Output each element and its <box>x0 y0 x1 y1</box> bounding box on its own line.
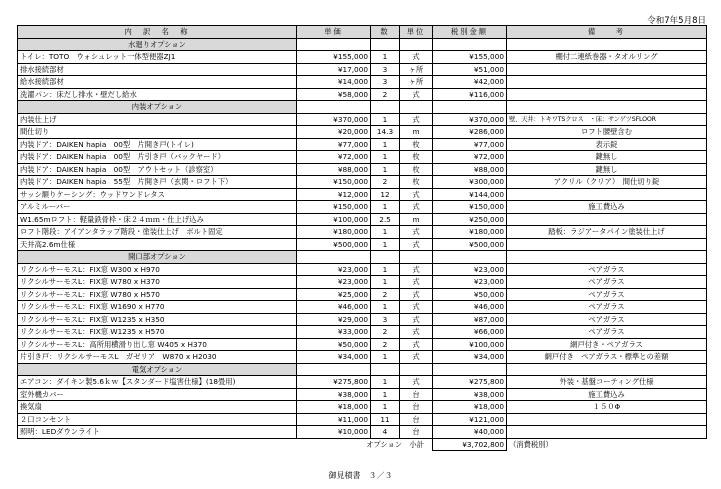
item-name: 内装ドア：DAIKEN hapia 00型 アウトセット（診察室） <box>18 163 297 176</box>
item-remarks <box>507 426 707 439</box>
item-amount: ¥50,000 <box>433 288 507 301</box>
item-quantity: 2 <box>371 338 400 351</box>
line-item-row <box>18 88 707 101</box>
item-quantity: 1 <box>371 388 400 401</box>
item-unit-price: ¥12,000 <box>297 188 371 201</box>
item-remarks: ペアガラス <box>507 263 707 276</box>
item-amount: ¥87,000 <box>433 313 507 326</box>
item-remarks: 施工費込み <box>507 388 707 401</box>
empty-cell <box>371 251 400 264</box>
item-quantity: 1 <box>371 301 400 314</box>
line-item-row <box>18 276 707 289</box>
item-name: トイレ：TOTO ウォシュレット一体型便器ZJ1 <box>18 51 297 64</box>
item-name: サッシ額りケーシング：ウッドワンドレタス <box>18 188 297 201</box>
item-quantity: 1 <box>371 138 400 151</box>
item-remarks <box>507 238 707 251</box>
item-name: リクシルサーモスL：高所用横滑り出し窓 W405 x H370 <box>18 338 297 351</box>
item-name: W1.65mロフト：軽量鉄骨枠・床２４ｍｍ・仕上げ込み <box>18 213 297 226</box>
line-item-row <box>18 238 707 251</box>
item-name: リクシルサーモスL：FIX窓 W780 x H570 <box>18 288 297 301</box>
item-unit: 枚 <box>400 151 433 164</box>
item-amount: ¥144,000 <box>433 188 507 201</box>
item-remarks: ペアガラス <box>507 326 707 339</box>
item-unit-price: ¥500,000 <box>297 238 371 251</box>
line-item-row <box>18 426 707 439</box>
item-unit: 式 <box>400 113 433 126</box>
item-quantity: 2 <box>371 326 400 339</box>
line-item-row <box>18 151 707 164</box>
item-unit: 枚 <box>400 138 433 151</box>
item-name: リクシルサーモスL：FIX窓 W1690 x H770 <box>18 301 297 314</box>
item-unit: 式 <box>400 88 433 101</box>
item-remarks <box>507 413 707 426</box>
item-unit-price: ¥46,000 <box>297 301 371 314</box>
item-amount: ¥38,000 <box>433 388 507 401</box>
line-item-row <box>18 301 707 314</box>
item-unit-price: ¥11,000 <box>297 413 371 426</box>
empty-cell <box>297 101 371 114</box>
empty-cell <box>400 251 433 264</box>
item-unit: ヶ所 <box>400 63 433 76</box>
item-amount: ¥77,000 <box>433 138 507 151</box>
item-unit: 式 <box>400 238 433 251</box>
item-unit: 式 <box>400 313 433 326</box>
empty-cell <box>371 101 400 114</box>
item-amount: ¥88,000 <box>433 163 507 176</box>
section-title: 開口部オプション <box>18 251 297 264</box>
item-amount: ¥42,000 <box>433 76 507 89</box>
item-unit-price: ¥370,000 <box>297 113 371 126</box>
item-name: アルミルーバー <box>18 201 297 214</box>
item-quantity: 1 <box>371 376 400 389</box>
line-item-row <box>18 351 707 364</box>
page-footer: 御見積書 ３／３ <box>328 471 393 480</box>
item-name: エアコン：ダイキン製5.6ｋｗ【スタンダード塩害仕様】(18畳用) <box>18 376 297 389</box>
empty-cell <box>433 251 507 264</box>
item-unit-price: ¥14,000 <box>297 76 371 89</box>
item-quantity: 3 <box>371 63 400 76</box>
item-remarks: 網戸付き・ペアガラス <box>507 338 707 351</box>
item-unit: 式 <box>400 351 433 364</box>
item-quantity: 1 <box>371 226 400 239</box>
item-name: リクシルサーモスL：FIX窓 W300 x H970 <box>18 263 297 276</box>
subtotal-row <box>18 438 707 451</box>
item-unit: 式 <box>400 263 433 276</box>
empty-cell <box>433 363 507 376</box>
item-quantity: 1 <box>371 238 400 251</box>
empty-cell <box>400 38 433 51</box>
item-remarks <box>507 213 707 226</box>
item-quantity: 14.3 <box>371 126 400 139</box>
item-unit-price: ¥77,000 <box>297 138 371 151</box>
subtotal-note: （消費税別） <box>509 440 553 449</box>
section-row <box>18 363 707 376</box>
item-remarks: ペアガラス <box>507 288 707 301</box>
line-item-row <box>18 288 707 301</box>
header-price: 単価 <box>297 26 371 39</box>
item-unit-price: ¥50,000 <box>297 338 371 351</box>
section-row <box>18 101 707 114</box>
item-unit: 式 <box>400 338 433 351</box>
item-unit-price: ¥23,000 <box>297 276 371 289</box>
item-unit-price: ¥29,000 <box>297 313 371 326</box>
empty-cell <box>400 363 433 376</box>
item-name: 片引き戸：リクシルサーモスL ガゼリア W870 x H2030 <box>18 351 297 364</box>
empty-cell <box>507 101 707 114</box>
line-item-row <box>18 313 707 326</box>
line-item-row <box>18 401 707 414</box>
header-amount: 税別金額 <box>433 26 507 39</box>
item-unit-price: ¥18,000 <box>297 401 371 414</box>
item-unit: 枚 <box>400 163 433 176</box>
empty-cell <box>433 38 507 51</box>
section-row <box>18 251 707 264</box>
item-name: ロフト階段：アイアンタラップ階段・塗装仕上げ ボルト固定 <box>18 226 297 239</box>
empty-cell <box>297 38 371 51</box>
item-remarks: 壁、天井：トキワTSクロス ・床：サンゲツSFLOOR <box>507 113 707 126</box>
section-title: 水廻りオプション <box>18 38 297 51</box>
item-unit: 式 <box>400 276 433 289</box>
item-quantity: 1 <box>371 51 400 64</box>
section-row <box>18 38 707 51</box>
item-amount: ¥250,000 <box>433 213 507 226</box>
item-name: 内装仕上げ <box>18 113 297 126</box>
item-quantity: 2 <box>371 176 400 189</box>
header-name: 内 訳 名 称 <box>18 26 297 39</box>
item-amount: ¥275,800 <box>433 376 507 389</box>
item-name: 排水接続部材 <box>18 63 297 76</box>
subtotal-amount: ¥3,702,800 <box>433 438 507 451</box>
item-quantity: 3 <box>371 76 400 89</box>
item-name: 内装ドア：DAIKEN hapia 55型 片開き戸（玄関・ロフト下） <box>18 176 297 189</box>
header-remarks: 備 考 <box>507 26 707 39</box>
item-unit: 式 <box>400 288 433 301</box>
line-item-row <box>18 126 707 139</box>
item-unit-price: ¥150,000 <box>297 176 371 189</box>
item-remarks: ペアガラス <box>507 276 707 289</box>
line-item-row <box>18 188 707 201</box>
item-name: 照明：LEDダウンライト <box>18 426 297 439</box>
item-unit: 式 <box>400 51 433 64</box>
document-date: 令和7年5月8日 <box>647 16 706 26</box>
item-amount: ¥66,000 <box>433 326 507 339</box>
item-remarks <box>507 88 707 101</box>
line-item-row <box>18 213 707 226</box>
item-remarks: アクリル（クリア） 間仕切り錠 <box>507 176 707 189</box>
item-name: 換気扇 <box>18 401 297 414</box>
item-quantity: 1 <box>371 276 400 289</box>
empty-cell <box>371 38 400 51</box>
item-amount: ¥100,000 <box>433 338 507 351</box>
item-remarks <box>507 188 707 201</box>
item-unit-price: ¥23,000 <box>297 263 371 276</box>
line-item-row <box>18 376 707 389</box>
item-name: リクシルサーモスL：FIX窓 W1235 x H350 <box>18 313 297 326</box>
subtotal-label: オプション 小計 <box>18 438 433 451</box>
item-name: 間仕切り <box>18 126 297 139</box>
empty-cell <box>507 251 707 264</box>
item-unit: 式 <box>400 201 433 214</box>
item-quantity: 1 <box>371 151 400 164</box>
item-amount: ¥40,000 <box>433 426 507 439</box>
line-item-row <box>18 201 707 214</box>
item-unit-price: ¥275,800 <box>297 376 371 389</box>
header-qty: 数 <box>371 26 400 39</box>
item-remarks: ペアガラス <box>507 301 707 314</box>
item-remarks: ロフト腰壁含む <box>507 126 707 139</box>
item-amount: ¥370,000 <box>433 113 507 126</box>
item-unit: 枚 <box>400 176 433 189</box>
item-amount: ¥180,000 <box>433 226 507 239</box>
item-amount: ¥116,000 <box>433 88 507 101</box>
item-amount: ¥46,000 <box>433 301 507 314</box>
empty-cell <box>400 101 433 114</box>
line-item-row <box>18 63 707 76</box>
item-amount: ¥155,000 <box>433 51 507 64</box>
item-name: 給水接続部材 <box>18 76 297 89</box>
line-item-row <box>18 51 707 64</box>
item-amount: ¥500,000 <box>433 238 507 251</box>
item-quantity: 2 <box>371 88 400 101</box>
line-item-row <box>18 338 707 351</box>
item-unit-price: ¥180,000 <box>297 226 371 239</box>
item-remarks: 鍵無し <box>507 163 707 176</box>
item-unit-price: ¥58,000 <box>297 88 371 101</box>
item-amount: ¥286,000 <box>433 126 507 139</box>
item-remarks: １５０Φ <box>507 401 707 414</box>
empty-cell <box>297 363 371 376</box>
item-unit-price: ¥33,000 <box>297 326 371 339</box>
item-name: 室外機カバー <box>18 388 297 401</box>
item-amount: ¥300,000 <box>433 176 507 189</box>
item-name: ２口コンセント <box>18 413 297 426</box>
item-quantity: 11 <box>371 413 400 426</box>
item-quantity: 1 <box>371 201 400 214</box>
item-unit: 台 <box>400 413 433 426</box>
table-header-row <box>18 26 707 39</box>
line-item-row <box>18 138 707 151</box>
item-unit-price: ¥25,000 <box>297 288 371 301</box>
item-unit-price: ¥72,000 <box>297 151 371 164</box>
line-item-row <box>18 176 707 189</box>
item-unit-price: ¥34,000 <box>297 351 371 364</box>
line-item-row <box>18 413 707 426</box>
item-unit-price: ¥150,000 <box>297 201 371 214</box>
item-amount: ¥51,000 <box>433 63 507 76</box>
line-item-row <box>18 226 707 239</box>
item-remarks: 外装・基盤コーティング仕様 <box>507 376 707 389</box>
item-quantity: 12 <box>371 188 400 201</box>
line-item-row <box>18 113 707 126</box>
item-unit-price: ¥10,000 <box>297 426 371 439</box>
item-unit-price: ¥155,000 <box>297 51 371 64</box>
item-remarks: 表示錠 <box>507 138 707 151</box>
line-item-row <box>18 163 707 176</box>
item-amount: ¥150,000 <box>433 201 507 214</box>
line-item-row <box>18 76 707 89</box>
item-name: 内装ドア：DAIKEN hapia 00型 片開き戸(トイレ) <box>18 138 297 151</box>
item-quantity: 2.5 <box>371 213 400 226</box>
item-unit: 台 <box>400 401 433 414</box>
item-unit-price: ¥17,000 <box>297 63 371 76</box>
section-title: 電気オプション <box>18 363 297 376</box>
item-quantity: 1 <box>371 113 400 126</box>
item-quantity: 1 <box>371 263 400 276</box>
item-remarks: 施工費込み <box>507 201 707 214</box>
item-quantity: 4 <box>371 426 400 439</box>
item-unit: 式 <box>400 226 433 239</box>
item-amount: ¥121,000 <box>433 413 507 426</box>
item-unit: m <box>400 126 433 139</box>
item-amount: ¥72,000 <box>433 151 507 164</box>
item-unit-price: ¥38,000 <box>297 388 371 401</box>
item-unit: 式 <box>400 376 433 389</box>
item-quantity: 1 <box>371 401 400 414</box>
item-amount: ¥34,000 <box>433 351 507 364</box>
empty-cell <box>297 251 371 264</box>
item-amount: ¥18,000 <box>433 401 507 414</box>
item-unit: ヶ所 <box>400 76 433 89</box>
item-unit-price: ¥88,000 <box>297 163 371 176</box>
item-quantity: 1 <box>371 163 400 176</box>
item-quantity: 2 <box>371 288 400 301</box>
item-remarks: 網戸付き ペアガラス・標準との差額 <box>507 351 707 364</box>
empty-cell <box>371 363 400 376</box>
item-remarks <box>507 76 707 89</box>
item-unit: 式 <box>400 188 433 201</box>
item-unit: 台 <box>400 388 433 401</box>
item-amount: ¥23,000 <box>433 263 507 276</box>
item-name: 洗濯パン：床だし排水・壁だし給水 <box>18 88 297 101</box>
item-quantity: 3 <box>371 313 400 326</box>
item-unit: 式 <box>400 326 433 339</box>
item-name: リクシルサーモスL：FIX窓 W1235 x H570 <box>18 326 297 339</box>
item-name: 内装ドア：DAIKEN hapia 00型 片引き戸（バックヤード） <box>18 151 297 164</box>
empty-cell <box>433 101 507 114</box>
table-body <box>18 38 707 438</box>
item-amount: ¥23,000 <box>433 276 507 289</box>
item-unit: m <box>400 213 433 226</box>
empty-cell <box>507 38 707 51</box>
item-name: 天井高2.6m仕様 <box>18 238 297 251</box>
item-name: リクシルサーモスL：FIX窓 W780 x H370 <box>18 276 297 289</box>
item-remarks: 踏板：ラジアータパイン塗装仕上げ <box>507 226 707 239</box>
section-title: 内装オプション <box>18 101 297 114</box>
item-remarks <box>507 63 707 76</box>
header-unit: 単位 <box>400 26 433 39</box>
item-remarks: ペアガラス <box>507 313 707 326</box>
item-remarks: 鍵無し <box>507 151 707 164</box>
item-quantity: 1 <box>371 351 400 364</box>
item-unit-price: ¥100,000 <box>297 213 371 226</box>
estimate-table <box>17 25 707 451</box>
line-item-row <box>18 388 707 401</box>
item-unit: 式 <box>400 301 433 314</box>
line-item-row <box>18 326 707 339</box>
item-unit-price: ¥20,000 <box>297 126 371 139</box>
item-unit: 台 <box>400 426 433 439</box>
item-remarks: 棚付二連紙巻器・タオルリング <box>507 51 707 64</box>
line-item-row <box>18 263 707 276</box>
empty-cell <box>507 363 707 376</box>
